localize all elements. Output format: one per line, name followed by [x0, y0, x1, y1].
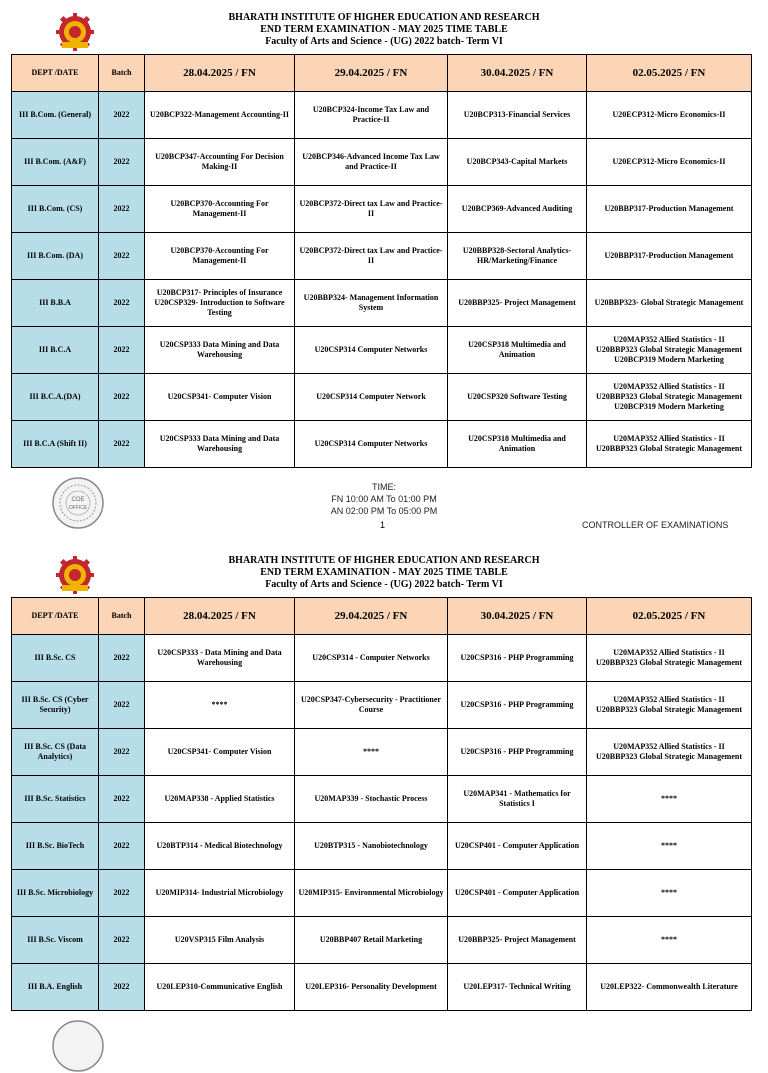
header-date-1: 28.04.2025 / FN [145, 598, 295, 635]
exam-cell-date-4: U20MAP352 Allied Statistics - II U20BBP323 Global Strategic Management [587, 682, 752, 729]
exam-cell-date-4: U20MAP352 Allied Statistics - II U20BBP323 Global Strategic Management [587, 635, 752, 682]
department-cell: III B.C.A.(DA) [12, 374, 99, 421]
header-date-3: 30.04.2025 / FN [448, 598, 587, 635]
exam-cell-date-1: U20BCP322-Management Accounting-II [145, 92, 295, 139]
exam-cell-date-3: U20BBP328-Sectoral Analytics-HR/Marketing/Finance [448, 233, 587, 280]
exam-cell-date-2: U20CSP314 Computer Networks [295, 327, 448, 374]
time-label: TIME: [372, 482, 396, 492]
header-dept-date: DEPT /DATE [12, 598, 99, 635]
table-body-page-2 [12, 635, 752, 1011]
exam-cell-date-2: U20BTP315 - Nanobiotechnology [295, 823, 448, 870]
batch-cell: 2022 [99, 280, 145, 327]
exam-cell-date-3: U20BCP313-Financial Services [448, 92, 587, 139]
table-row [12, 729, 752, 776]
exam-cell-date-1: U20VSP315 Film Analysis [145, 917, 295, 964]
department-cell: III B.Sc. CS (Cyber Security) [12, 682, 99, 729]
department-cell: III B.Sc. Microbiology [12, 870, 99, 917]
department-cell: III B.C.A (Shift II) [12, 421, 99, 468]
exam-title: END TERM EXAMINATION - MAY 2025 TIME TABLE [260, 24, 508, 35]
exam-cell-date-2: U20CSP347-Cybersecurity - Practitioner Course [295, 682, 448, 729]
exam-cell-date-2: U20MAP339 - Stochastic Process [295, 776, 448, 823]
exam-cell-date-2: U20BCP324-Income Tax Law and Practice-II [295, 92, 448, 139]
header-date-3: 30.04.2025 / FN [448, 55, 587, 92]
institution-name: BHARATH INSTITUTE OF HIGHER EDUCATION AND RESEARCH [228, 12, 540, 23]
exam-cell-date-4: U20MAP352 Allied Statistics - II U20BBP323 Global Strategic Management [587, 421, 752, 468]
department-cell: III B.Com. (CS) [12, 186, 99, 233]
page-1-header [0, 0, 768, 54]
department-cell: III B.A. English [12, 964, 99, 1011]
page-1 [0, 0, 768, 530]
exam-cell-date-4: U20MAP352 Allied Statistics - II U20BBP323 Global Strategic Management U20BCP319 Modern Marketing [587, 374, 752, 421]
coe-office-seal-icon [51, 1019, 105, 1073]
exam-cell-date-2: U20BBP407 Retail Marketing [295, 917, 448, 964]
department-cell: III B.Com. (DA) [12, 233, 99, 280]
exam-cell-date-3: U20BBP325- Project Management [448, 280, 587, 327]
exam-cell-date-4: U20BBP317-Production Management [587, 233, 752, 280]
batch-cell: 2022 [99, 327, 145, 374]
table-row [12, 139, 752, 186]
exam-cell-date-2: U20CSP314 Computer Networks [295, 421, 448, 468]
table-row [12, 776, 752, 823]
exam-cell-date-4: **** [587, 776, 752, 823]
header-batch: Batch [99, 55, 145, 92]
exam-cell-date-4: **** [587, 823, 752, 870]
table-row [12, 92, 752, 139]
table-row [12, 233, 752, 280]
department-cell: III B.Sc. BioTech [12, 823, 99, 870]
exam-cell-date-4: U20BBP323- Global Strategic Management [587, 280, 752, 327]
table-row [12, 823, 752, 870]
table-row [12, 421, 752, 468]
exam-cell-date-1: U20MAP338 - Applied Statistics [145, 776, 295, 823]
header-dept-date: DEPT /DATE [12, 55, 99, 92]
page-2 [0, 543, 768, 991]
document-titles [0, 12, 768, 48]
exam-timings [0, 481, 768, 517]
batch-cell: 2022 [99, 421, 145, 468]
exam-cell-date-3: U20BCP369-Advanced Auditing [448, 186, 587, 233]
exam-cell-date-3: U20MAP341 - Mathematics for Statistics I [448, 776, 587, 823]
table-row [12, 327, 752, 374]
exam-cell-date-4: **** [587, 870, 752, 917]
department-cell: III B.Sc. Statistics [12, 776, 99, 823]
department-cell: III B.Com. (A&F) [12, 139, 99, 186]
exam-cell-date-2: U20MIP315- Environmental Microbiology [295, 870, 448, 917]
exam-cell-date-2: U20BCP346-Advanced Income Tax Law and Practice-II [295, 139, 448, 186]
exam-cell-date-1: U20CSP333 - Data Mining and Data Warehousing [145, 635, 295, 682]
exam-cell-date-1: U20CSP333 Data Mining and Data Warehousing [145, 421, 295, 468]
exam-cell-date-2: U20BCP372-Direct tax Law and Practice-II [295, 186, 448, 233]
table-row [12, 374, 752, 421]
table-row [12, 870, 752, 917]
faculty-line: Faculty of Arts and Science - (UG) 2022 batch- Term VI [265, 579, 503, 590]
department-cell: III B.Sc. Viscom [12, 917, 99, 964]
exam-cell-date-1: U20BCP347-Accounting For Decision Making-II [145, 139, 295, 186]
batch-cell: 2022 [99, 139, 145, 186]
fn-timing: FN 10:00 AM To 01:00 PM [331, 494, 437, 504]
batch-cell: 2022 [99, 635, 145, 682]
department-cell: III B.Com. (General) [12, 92, 99, 139]
exam-cell-date-4: U20MAP352 Allied Statistics - II U20BBP323 Global Strategic Management [587, 729, 752, 776]
exam-cell-date-3: U20CSP401 - Computer Application [448, 823, 587, 870]
exam-cell-date-4: U20MAP352 Allied Statistics - II U20BBP323 Global Strategic Management U20BCP319 Modern Marketing [587, 327, 752, 374]
table-row [12, 280, 752, 327]
exam-cell-date-2: U20CSP314 - Computer Networks [295, 635, 448, 682]
header-batch: Batch [99, 598, 145, 635]
table-row [12, 964, 752, 1011]
header-date-1: 28.04.2025 / FN [145, 55, 295, 92]
exam-cell-date-3: U20CSP318 Multimedia and Animation [448, 421, 587, 468]
batch-cell: 2022 [99, 823, 145, 870]
exam-cell-date-3: U20CSP318 Multimedia and Animation [448, 327, 587, 374]
exam-cell-date-3: U20CSP316 - PHP Programming [448, 635, 587, 682]
batch-cell: 2022 [99, 92, 145, 139]
exam-cell-date-4: **** [587, 917, 752, 964]
faculty-line: Faculty of Arts and Science - (UG) 2022 batch- Term VI [265, 36, 503, 47]
exam-cell-date-1: U20LEP310-Communicative English [145, 964, 295, 1011]
exam-cell-date-1: U20CSP341- Computer Vision [145, 729, 295, 776]
batch-cell: 2022 [99, 917, 145, 964]
page-2-header [0, 543, 768, 597]
header-date-2: 29.04.2025 / FN [295, 55, 448, 92]
an-timing: AN 02:00 PM To 05:00 PM [330, 506, 438, 516]
table-row [12, 917, 752, 964]
table-row [12, 635, 752, 682]
table-header-row [12, 598, 752, 635]
department-cell: III B.Sc. CS (Data Analytics) [12, 729, 99, 776]
exam-cell-date-2: U20BBP324- Management Information System [295, 280, 448, 327]
svg-text:OFFICE: OFFICE [68, 505, 88, 511]
exam-cell-date-1: **** [145, 682, 295, 729]
batch-cell: 2022 [99, 682, 145, 729]
exam-cell-date-3: U20CSP316 - PHP Programming [448, 729, 587, 776]
table-row [12, 682, 752, 729]
department-cell: III B.Sc. CS [12, 635, 99, 682]
timetable-page-2 [11, 597, 752, 1011]
batch-cell: 2022 [99, 186, 145, 233]
exam-cell-date-1: U20MIP314- Industrial Microbiology [145, 870, 295, 917]
page-number: 1 [380, 520, 386, 530]
batch-cell: 2022 [99, 233, 145, 280]
document-titles [0, 555, 768, 591]
exam-cell-date-3: U20BCP343-Capital Markets [448, 139, 587, 186]
exam-cell-date-3: U20CSP316 - PHP Programming [448, 682, 587, 729]
exam-cell-date-1: U20BCP317- Principles of Insurance U20CSP329- Introduction to Software Testing [145, 280, 295, 327]
exam-cell-date-1: U20CSP341- Computer Vision [145, 374, 295, 421]
batch-cell: 2022 [99, 374, 145, 421]
batch-cell: 2022 [99, 964, 145, 1011]
institution-name: BHARATH INSTITUTE OF HIGHER EDUCATION AND RESEARCH [228, 555, 540, 566]
department-cell: III B.B.A [12, 280, 99, 327]
exam-cell-date-1: U20BCP370-Accounting For Management-II [145, 186, 295, 233]
exam-cell-date-4: U20BBP317-Production Management [587, 186, 752, 233]
exam-cell-date-2: U20BCP372-Direct tax Law and Practice-II [295, 233, 448, 280]
timetable-page-1 [11, 54, 752, 468]
controller-signature-label: CONTROLLER OF EXAMINATIONS [582, 520, 729, 530]
exam-cell-date-1: U20BTP314 - Medical Biotechnology [145, 823, 295, 870]
exam-cell-date-3: U20BBP325- Project Management [448, 917, 587, 964]
table-row [12, 186, 752, 233]
exam-cell-date-1: U20BCP370-Accounting For Management-II [145, 233, 295, 280]
batch-cell: 2022 [99, 776, 145, 823]
exam-cell-date-4: U20LEP322- Commonwealth Literature [587, 964, 752, 1011]
table-body-page-1 [12, 92, 752, 468]
department-cell: III B.C.A [12, 327, 99, 374]
exam-cell-date-1: U20CSP333 Data Mining and Data Warehousing [145, 327, 295, 374]
header-date-4: 02.05.2025 / FN [587, 598, 752, 635]
header-date-4: 02.05.2025 / FN [587, 55, 752, 92]
exam-title: END TERM EXAMINATION - MAY 2025 TIME TABLE [260, 567, 508, 578]
exam-cell-date-2: **** [295, 729, 448, 776]
exam-cell-date-3: U20CSP320 Software Testing [448, 374, 587, 421]
exam-cell-date-2: U20LEP316- Personality Development [295, 964, 448, 1011]
batch-cell: 2022 [99, 729, 145, 776]
exam-cell-date-4: U20ECP312-Micro Economics-II [587, 139, 752, 186]
exam-cell-date-4: U20ECP312-Micro Economics-II [587, 92, 752, 139]
svg-text:COE: COE [71, 497, 85, 503]
exam-cell-date-2: U20CSP314 Computer Network [295, 374, 448, 421]
batch-cell: 2022 [99, 870, 145, 917]
exam-cell-date-3: U20LEP317- Technical Writing [448, 964, 587, 1011]
table-header-row [12, 55, 752, 92]
header-date-2: 29.04.2025 / FN [295, 598, 448, 635]
exam-cell-date-3: U20CSP401 - Computer Application [448, 870, 587, 917]
